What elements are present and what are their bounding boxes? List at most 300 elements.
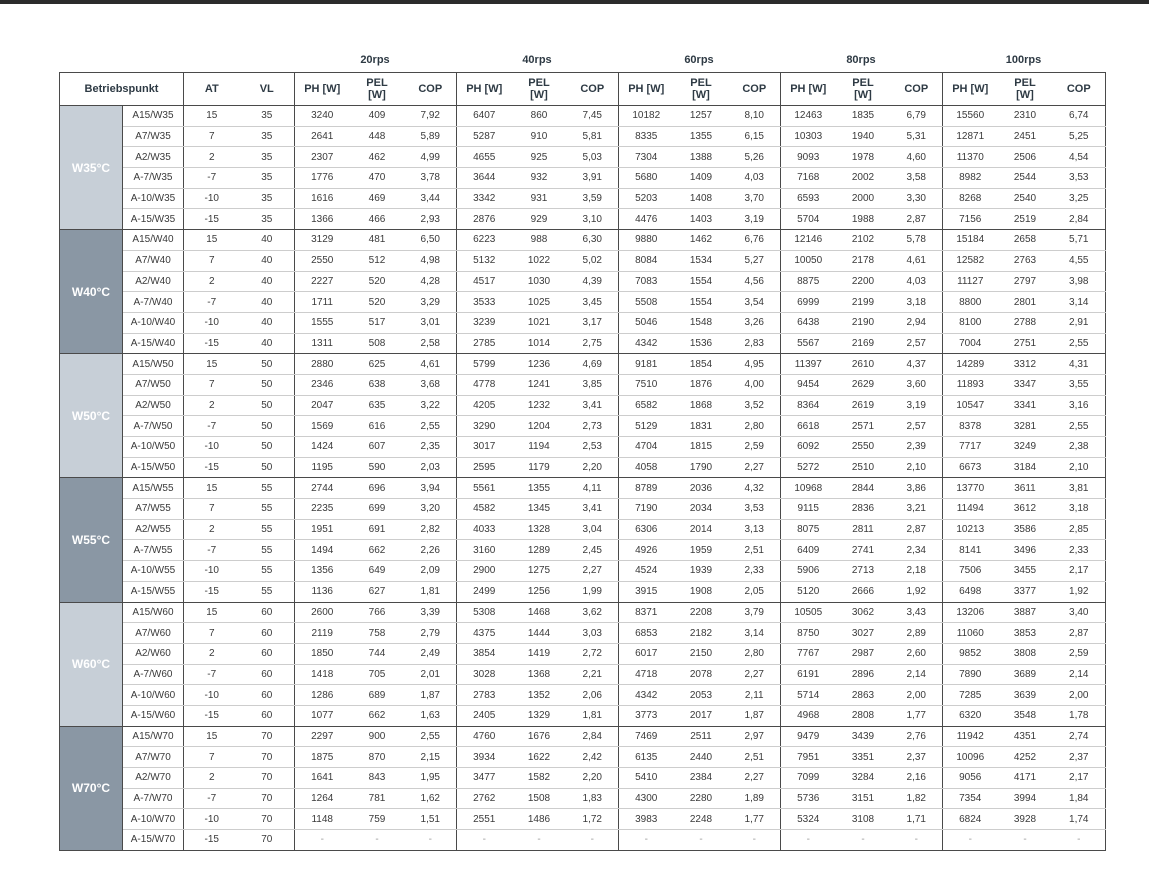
cell-cop-80rps: 6,79 — [891, 106, 943, 127]
cell-pel-40rps: 1486 — [512, 809, 567, 830]
cell-vl: 55 — [240, 540, 295, 561]
cell-ph-80rps: - — [781, 830, 836, 851]
cell-cop-100rps: 3,25 — [1053, 188, 1106, 209]
cell-vl: 55 — [240, 519, 295, 540]
cell-ph-100rps: 12582 — [943, 250, 998, 271]
cell-cop-60rps: 5,26 — [729, 147, 781, 168]
cell-pel-100rps: 2658 — [998, 230, 1053, 251]
cell-ph-40rps: 4655 — [457, 147, 512, 168]
cell-cop-60rps: 6,15 — [729, 126, 781, 147]
group-label: W50°C — [60, 354, 123, 478]
cell-ph-80rps: 10050 — [781, 250, 836, 271]
cell-pel-40rps: 1289 — [512, 540, 567, 561]
cell-cop-20rps: 5,89 — [405, 126, 457, 147]
cell-pel-80rps: 3108 — [836, 809, 891, 830]
group-label: W70°C — [60, 726, 123, 850]
cell-cop-60rps: 4,32 — [729, 478, 781, 499]
cell-ph-60rps: 8084 — [619, 250, 674, 271]
speed-header-40rps: 40rps — [522, 54, 552, 66]
header-ph: PH [W] — [781, 73, 836, 106]
cell-cop-100rps: 2,33 — [1053, 540, 1106, 561]
cell-cop-40rps: 4,69 — [567, 354, 619, 375]
header-ph: PH [W] — [619, 73, 674, 106]
cell-pel-40rps: 1241 — [512, 374, 567, 395]
cell-ph-20rps: 1264 — [295, 788, 350, 809]
cell-pel-40rps: 1021 — [512, 312, 567, 333]
cell-pel-100rps: 2801 — [998, 292, 1053, 313]
cell-pel-60rps: 1534 — [674, 250, 729, 271]
cell-ph-20rps: 1569 — [295, 416, 350, 437]
cell-ph-80rps: 8075 — [781, 519, 836, 540]
cell-ph-80rps: 5736 — [781, 788, 836, 809]
cell-ph-60rps: 9181 — [619, 354, 674, 375]
cell-ph-80rps: 6618 — [781, 416, 836, 437]
cell-cop-100rps: 3,81 — [1053, 478, 1106, 499]
cell-cop-20rps: 3,94 — [405, 478, 457, 499]
cell-at: 2 — [184, 519, 240, 540]
table-row — [60, 623, 1106, 644]
cell-pel-20rps: 590 — [350, 457, 405, 478]
cell-cop-60rps: 3,53 — [729, 499, 781, 520]
cell-vl: 60 — [240, 685, 295, 706]
cell-ph-80rps: 5567 — [781, 333, 836, 354]
cell-ph-80rps: 9093 — [781, 147, 836, 168]
header-pel: PEL [W] — [350, 73, 405, 106]
cell-at: -10 — [184, 437, 240, 458]
table-row — [60, 561, 1106, 582]
cell-cop-60rps: 2,33 — [729, 561, 781, 582]
cell-ph-40rps: 6407 — [457, 106, 512, 127]
cell-operating-point: A-15/W60 — [123, 705, 184, 726]
cell-cop-80rps: 4,03 — [891, 271, 943, 292]
cell-pel-60rps: 2182 — [674, 623, 729, 644]
table-row — [60, 581, 1106, 602]
cell-pel-20rps: 638 — [350, 374, 405, 395]
cell-ph-20rps: 1555 — [295, 312, 350, 333]
cell-ph-40rps: 3342 — [457, 188, 512, 209]
cell-pel-100rps: 3341 — [998, 395, 1053, 416]
cell-cop-40rps: 2,84 — [567, 726, 619, 747]
cell-ph-20rps: 2297 — [295, 726, 350, 747]
cell-operating-point: A15/W40 — [123, 230, 184, 251]
cell-pel-20rps: 481 — [350, 230, 405, 251]
cell-cop-20rps: 2,49 — [405, 643, 457, 664]
cell-cop-100rps: 2,17 — [1053, 561, 1106, 582]
cell-ph-80rps: 6593 — [781, 188, 836, 209]
cell-cop-60rps: 8,10 — [729, 106, 781, 127]
cell-ph-80rps: 9454 — [781, 374, 836, 395]
cell-ph-80rps: 9115 — [781, 499, 836, 520]
cell-cop-40rps: 1,99 — [567, 581, 619, 602]
cell-pel-80rps: 2836 — [836, 499, 891, 520]
cell-pel-80rps: 2510 — [836, 457, 891, 478]
cell-vl: 55 — [240, 561, 295, 582]
cell-ph-60rps: 3773 — [619, 705, 674, 726]
cell-pel-60rps: 2036 — [674, 478, 729, 499]
cell-at: 2 — [184, 395, 240, 416]
cell-ph-40rps: 5561 — [457, 478, 512, 499]
cell-cop-80rps: 2,94 — [891, 312, 943, 333]
cell-pel-100rps: 3496 — [998, 540, 1053, 561]
cell-pel-100rps: 4351 — [998, 726, 1053, 747]
cell-pel-20rps: 462 — [350, 147, 405, 168]
cell-cop-80rps: 2,14 — [891, 664, 943, 685]
cell-at: 15 — [184, 602, 240, 623]
cell-vl: 50 — [240, 395, 295, 416]
cell-ph-40rps: 2499 — [457, 581, 512, 602]
cell-ph-60rps: 7304 — [619, 147, 674, 168]
cell-ph-100rps: 11127 — [943, 271, 998, 292]
cell-ph-80rps: 10505 — [781, 602, 836, 623]
cell-at: -10 — [184, 312, 240, 333]
cell-pel-60rps: 1355 — [674, 126, 729, 147]
cell-pel-80rps: 2844 — [836, 478, 891, 499]
cell-ph-20rps: 1711 — [295, 292, 350, 313]
cell-cop-20rps: 4,98 — [405, 250, 457, 271]
cell-pel-40rps: 1022 — [512, 250, 567, 271]
cell-pel-60rps: 1536 — [674, 333, 729, 354]
cell-at: -7 — [184, 416, 240, 437]
cell-pel-80rps: 3027 — [836, 623, 891, 644]
cell-pel-80rps: 2896 — [836, 664, 891, 685]
cell-cop-20rps: 2,35 — [405, 437, 457, 458]
cell-ph-60rps: 5046 — [619, 312, 674, 333]
cell-pel-20rps: 900 — [350, 726, 405, 747]
cell-vl: 35 — [240, 106, 295, 127]
cell-pel-40rps: 932 — [512, 168, 567, 189]
cell-at: -10 — [184, 561, 240, 582]
cell-cop-40rps: 3,41 — [567, 499, 619, 520]
cell-vl: 40 — [240, 230, 295, 251]
cell-ph-100rps: 9852 — [943, 643, 998, 664]
cell-pel-40rps: 1204 — [512, 416, 567, 437]
cell-pel-40rps: 925 — [512, 147, 567, 168]
table-row — [60, 768, 1106, 789]
cell-pel-80rps: 3284 — [836, 768, 891, 789]
cell-pel-20rps: 607 — [350, 437, 405, 458]
cell-vl: 50 — [240, 437, 295, 458]
cell-pel-100rps: 3377 — [998, 581, 1053, 602]
cell-ph-20rps: 2880 — [295, 354, 350, 375]
cell-pel-100rps: 3808 — [998, 643, 1053, 664]
cell-cop-100rps: 2,14 — [1053, 664, 1106, 685]
cell-cop-100rps: 5,25 — [1053, 126, 1106, 147]
cell-pel-20rps: 843 — [350, 768, 405, 789]
cell-vl: 55 — [240, 499, 295, 520]
cell-cop-80rps: 2,34 — [891, 540, 943, 561]
cell-pel-20rps: 870 — [350, 747, 405, 768]
cell-at: 7 — [184, 747, 240, 768]
cell-cop-100rps: 2,00 — [1053, 685, 1106, 706]
cell-vl: 55 — [240, 478, 295, 499]
cell-pel-100rps: 2451 — [998, 126, 1053, 147]
cell-cop-80rps: 2,00 — [891, 685, 943, 706]
cell-pel-60rps: 2034 — [674, 499, 729, 520]
cell-pel-60rps: 1831 — [674, 416, 729, 437]
cell-ph-60rps: 10182 — [619, 106, 674, 127]
cell-pel-60rps: 1854 — [674, 354, 729, 375]
cell-ph-20rps: - — [295, 830, 350, 851]
cell-ph-20rps: 1850 — [295, 643, 350, 664]
cell-at: -15 — [184, 457, 240, 478]
cell-ph-20rps: 2600 — [295, 602, 350, 623]
cell-cop-40rps: 2,27 — [567, 561, 619, 582]
cell-at: 7 — [184, 250, 240, 271]
cell-at: -15 — [184, 209, 240, 230]
cell-ph-100rps: 8800 — [943, 292, 998, 313]
cell-vl: 35 — [240, 188, 295, 209]
cell-pel-80rps: 2987 — [836, 643, 891, 664]
cell-cop-80rps: 5,31 — [891, 126, 943, 147]
cell-cop-20rps: 3,68 — [405, 374, 457, 395]
cell-cop-60rps: 1,89 — [729, 788, 781, 809]
cell-vl: 35 — [240, 126, 295, 147]
cell-pel-40rps: 931 — [512, 188, 567, 209]
cell-pel-20rps: 508 — [350, 333, 405, 354]
cell-at: 7 — [184, 126, 240, 147]
cell-cop-40rps: 2,20 — [567, 457, 619, 478]
cell-operating-point: A-10/W60 — [123, 685, 184, 706]
cell-pel-60rps: 2017 — [674, 705, 729, 726]
cell-cop-100rps: 1,92 — [1053, 581, 1106, 602]
cell-vl: 55 — [240, 581, 295, 602]
cell-at: 15 — [184, 478, 240, 499]
cell-pel-40rps: 1025 — [512, 292, 567, 313]
cell-pel-100rps: 2788 — [998, 312, 1053, 333]
cell-ph-80rps: 8750 — [781, 623, 836, 644]
table-row — [60, 395, 1106, 416]
cell-ph-20rps: 1418 — [295, 664, 350, 685]
cell-cop-80rps: 1,71 — [891, 809, 943, 830]
cell-ph-60rps: 5508 — [619, 292, 674, 313]
cell-ph-100rps: 15560 — [943, 106, 998, 127]
cell-cop-100rps: - — [1053, 830, 1106, 851]
cell-pel-40rps: 1444 — [512, 623, 567, 644]
cell-pel-100rps: - — [998, 830, 1053, 851]
cell-cop-100rps: 2,91 — [1053, 312, 1106, 333]
cell-cop-20rps: 3,20 — [405, 499, 457, 520]
cell-vl: 40 — [240, 292, 295, 313]
cell-cop-20rps: 2,82 — [405, 519, 457, 540]
cell-cop-20rps: 7,92 — [405, 106, 457, 127]
cell-cop-60rps: 2,51 — [729, 540, 781, 561]
cell-cop-40rps: 5,81 — [567, 126, 619, 147]
cell-cop-20rps: 4,99 — [405, 147, 457, 168]
cell-ph-100rps: 11060 — [943, 623, 998, 644]
cell-ph-20rps: 3240 — [295, 106, 350, 127]
table-row — [60, 106, 1106, 127]
cell-cop-100rps: 4,55 — [1053, 250, 1106, 271]
cell-pel-60rps: 1554 — [674, 292, 729, 313]
cell-ph-60rps: 7469 — [619, 726, 674, 747]
cell-pel-100rps: 2763 — [998, 250, 1053, 271]
cell-pel-40rps: 910 — [512, 126, 567, 147]
cell-pel-60rps: 2208 — [674, 602, 729, 623]
cell-pel-60rps: 1959 — [674, 540, 729, 561]
cell-ph-40rps: 5799 — [457, 354, 512, 375]
table-row — [60, 664, 1106, 685]
cell-operating-point: A-10/W55 — [123, 561, 184, 582]
cell-pel-80rps: 3351 — [836, 747, 891, 768]
header-pel: PEL [W] — [674, 73, 729, 106]
cell-pel-80rps: 2741 — [836, 540, 891, 561]
cell-cop-80rps: 2,57 — [891, 333, 943, 354]
cell-pel-80rps: 2666 — [836, 581, 891, 602]
cell-ph-100rps: 7156 — [943, 209, 998, 230]
cell-cop-80rps: 4,60 — [891, 147, 943, 168]
cell-ph-100rps: 9056 — [943, 768, 998, 789]
cell-pel-80rps: 2863 — [836, 685, 891, 706]
cell-pel-40rps: 1508 — [512, 788, 567, 809]
cell-pel-100rps: 2544 — [998, 168, 1053, 189]
cell-ph-100rps: 13770 — [943, 478, 998, 499]
cell-pel-20rps: 625 — [350, 354, 405, 375]
cell-vl: 35 — [240, 209, 295, 230]
cell-pel-100rps: 3639 — [998, 685, 1053, 706]
cell-pel-60rps: 1868 — [674, 395, 729, 416]
cell-cop-20rps: 2,03 — [405, 457, 457, 478]
cell-ph-100rps: 10213 — [943, 519, 998, 540]
cell-pel-100rps: 3312 — [998, 354, 1053, 375]
cell-pel-40rps: 929 — [512, 209, 567, 230]
cell-ph-40rps: 2785 — [457, 333, 512, 354]
cell-cop-100rps: 2,38 — [1053, 437, 1106, 458]
cell-cop-60rps: 1,77 — [729, 809, 781, 830]
cell-cop-60rps: - — [729, 830, 781, 851]
cell-cop-60rps: 3,54 — [729, 292, 781, 313]
cell-pel-60rps: 2280 — [674, 788, 729, 809]
cell-operating-point: A7/W60 — [123, 623, 184, 644]
cell-vl: 70 — [240, 830, 295, 851]
cell-pel-100rps: 3612 — [998, 499, 1053, 520]
cell-pel-100rps: 2506 — [998, 147, 1053, 168]
table-row — [60, 374, 1106, 395]
cell-ph-60rps: 6135 — [619, 747, 674, 768]
cell-pel-80rps: 2808 — [836, 705, 891, 726]
cell-pel-60rps: 2511 — [674, 726, 729, 747]
header-ph: PH [W] — [457, 73, 512, 106]
cell-cop-60rps: 3,13 — [729, 519, 781, 540]
cell-pel-80rps: 1978 — [836, 147, 891, 168]
cell-ph-60rps: 4476 — [619, 209, 674, 230]
cell-ph-60rps: 8371 — [619, 602, 674, 623]
cell-ph-80rps: 6092 — [781, 437, 836, 458]
cell-cop-20rps: 1,62 — [405, 788, 457, 809]
cell-ph-40rps: 3290 — [457, 416, 512, 437]
cell-operating-point: A-15/W40 — [123, 333, 184, 354]
cell-cop-20rps: 3,78 — [405, 168, 457, 189]
cell-cop-80rps: 3,43 — [891, 602, 943, 623]
cell-ph-60rps: 9880 — [619, 230, 674, 251]
cell-cop-80rps: 3,60 — [891, 374, 943, 395]
cell-ph-40rps: - — [457, 830, 512, 851]
cell-pel-60rps: 1876 — [674, 374, 729, 395]
cell-cop-40rps: 2,45 — [567, 540, 619, 561]
cell-cop-100rps: 3,16 — [1053, 395, 1106, 416]
cell-pel-80rps: 2169 — [836, 333, 891, 354]
cell-cop-40rps: 3,91 — [567, 168, 619, 189]
cell-ph-20rps: 1356 — [295, 561, 350, 582]
cell-pel-80rps: 2002 — [836, 168, 891, 189]
cell-pel-40rps: 1622 — [512, 747, 567, 768]
cell-cop-60rps: 4,56 — [729, 271, 781, 292]
cell-cop-80rps: 3,86 — [891, 478, 943, 499]
cell-vl: 35 — [240, 168, 295, 189]
cell-cop-100rps: 4,54 — [1053, 147, 1106, 168]
cell-ph-20rps: 2346 — [295, 374, 350, 395]
cell-ph-20rps: 2047 — [295, 395, 350, 416]
cell-cop-100rps: 2,87 — [1053, 623, 1106, 644]
cell-pel-100rps: 4252 — [998, 747, 1053, 768]
cell-ph-100rps: 14289 — [943, 354, 998, 375]
cell-ph-20rps: 2744 — [295, 478, 350, 499]
table-row — [60, 250, 1106, 271]
cell-pel-20rps: 691 — [350, 519, 405, 540]
cell-cop-60rps: 3,14 — [729, 623, 781, 644]
cell-vl: 35 — [240, 147, 295, 168]
header-pel: PEL [W] — [836, 73, 891, 106]
cell-pel-80rps: 3062 — [836, 602, 891, 623]
cell-cop-60rps: 1,87 — [729, 705, 781, 726]
cell-cop-80rps: 3,58 — [891, 168, 943, 189]
cell-cop-40rps: 3,03 — [567, 623, 619, 644]
cell-pel-40rps: 1355 — [512, 478, 567, 499]
cell-pel-40rps: 1468 — [512, 602, 567, 623]
cell-cop-80rps: 3,19 — [891, 395, 943, 416]
cell-cop-40rps: 1,81 — [567, 705, 619, 726]
cell-ph-20rps: 1366 — [295, 209, 350, 230]
table-row — [60, 416, 1106, 437]
cell-operating-point: A15/W55 — [123, 478, 184, 499]
cell-operating-point: A-7/W55 — [123, 540, 184, 561]
cell-operating-point: A-15/W35 — [123, 209, 184, 230]
cell-pel-40rps: 1236 — [512, 354, 567, 375]
cell-cop-40rps: 2,73 — [567, 416, 619, 437]
cell-pel-40rps: 1582 — [512, 768, 567, 789]
cell-ph-20rps: 1148 — [295, 809, 350, 830]
cell-cop-100rps: 4,31 — [1053, 354, 1106, 375]
cell-at: -10 — [184, 685, 240, 706]
cell-ph-80rps: 12146 — [781, 230, 836, 251]
cell-pel-100rps: 2310 — [998, 106, 1053, 127]
cell-cop-40rps: 3,04 — [567, 519, 619, 540]
cell-ph-100rps: 6320 — [943, 705, 998, 726]
table-row — [60, 478, 1106, 499]
cell-ph-40rps: 3028 — [457, 664, 512, 685]
cell-pel-20rps: 766 — [350, 602, 405, 623]
cell-pel-80rps: 1988 — [836, 209, 891, 230]
cell-vl: 60 — [240, 643, 295, 664]
cell-cop-100rps: 2,37 — [1053, 747, 1106, 768]
cell-cop-100rps: 2,10 — [1053, 457, 1106, 478]
cell-cop-100rps: 2,84 — [1053, 209, 1106, 230]
cell-pel-40rps: 1256 — [512, 581, 567, 602]
cell-pel-40rps: - — [512, 830, 567, 851]
cell-vl: 70 — [240, 768, 295, 789]
table-row — [60, 685, 1106, 706]
cell-ph-80rps: 5324 — [781, 809, 836, 830]
cell-operating-point: A-10/W35 — [123, 188, 184, 209]
cell-ph-80rps: 6191 — [781, 664, 836, 685]
table-row — [60, 540, 1106, 561]
group-label: W40°C — [60, 230, 123, 354]
cell-operating-point: A-10/W70 — [123, 809, 184, 830]
cell-cop-100rps: 3,98 — [1053, 271, 1106, 292]
header-ph: PH [W] — [943, 73, 998, 106]
table-row — [60, 292, 1106, 313]
cell-cop-100rps: 2,59 — [1053, 643, 1106, 664]
cell-cop-20rps: 2,55 — [405, 726, 457, 747]
